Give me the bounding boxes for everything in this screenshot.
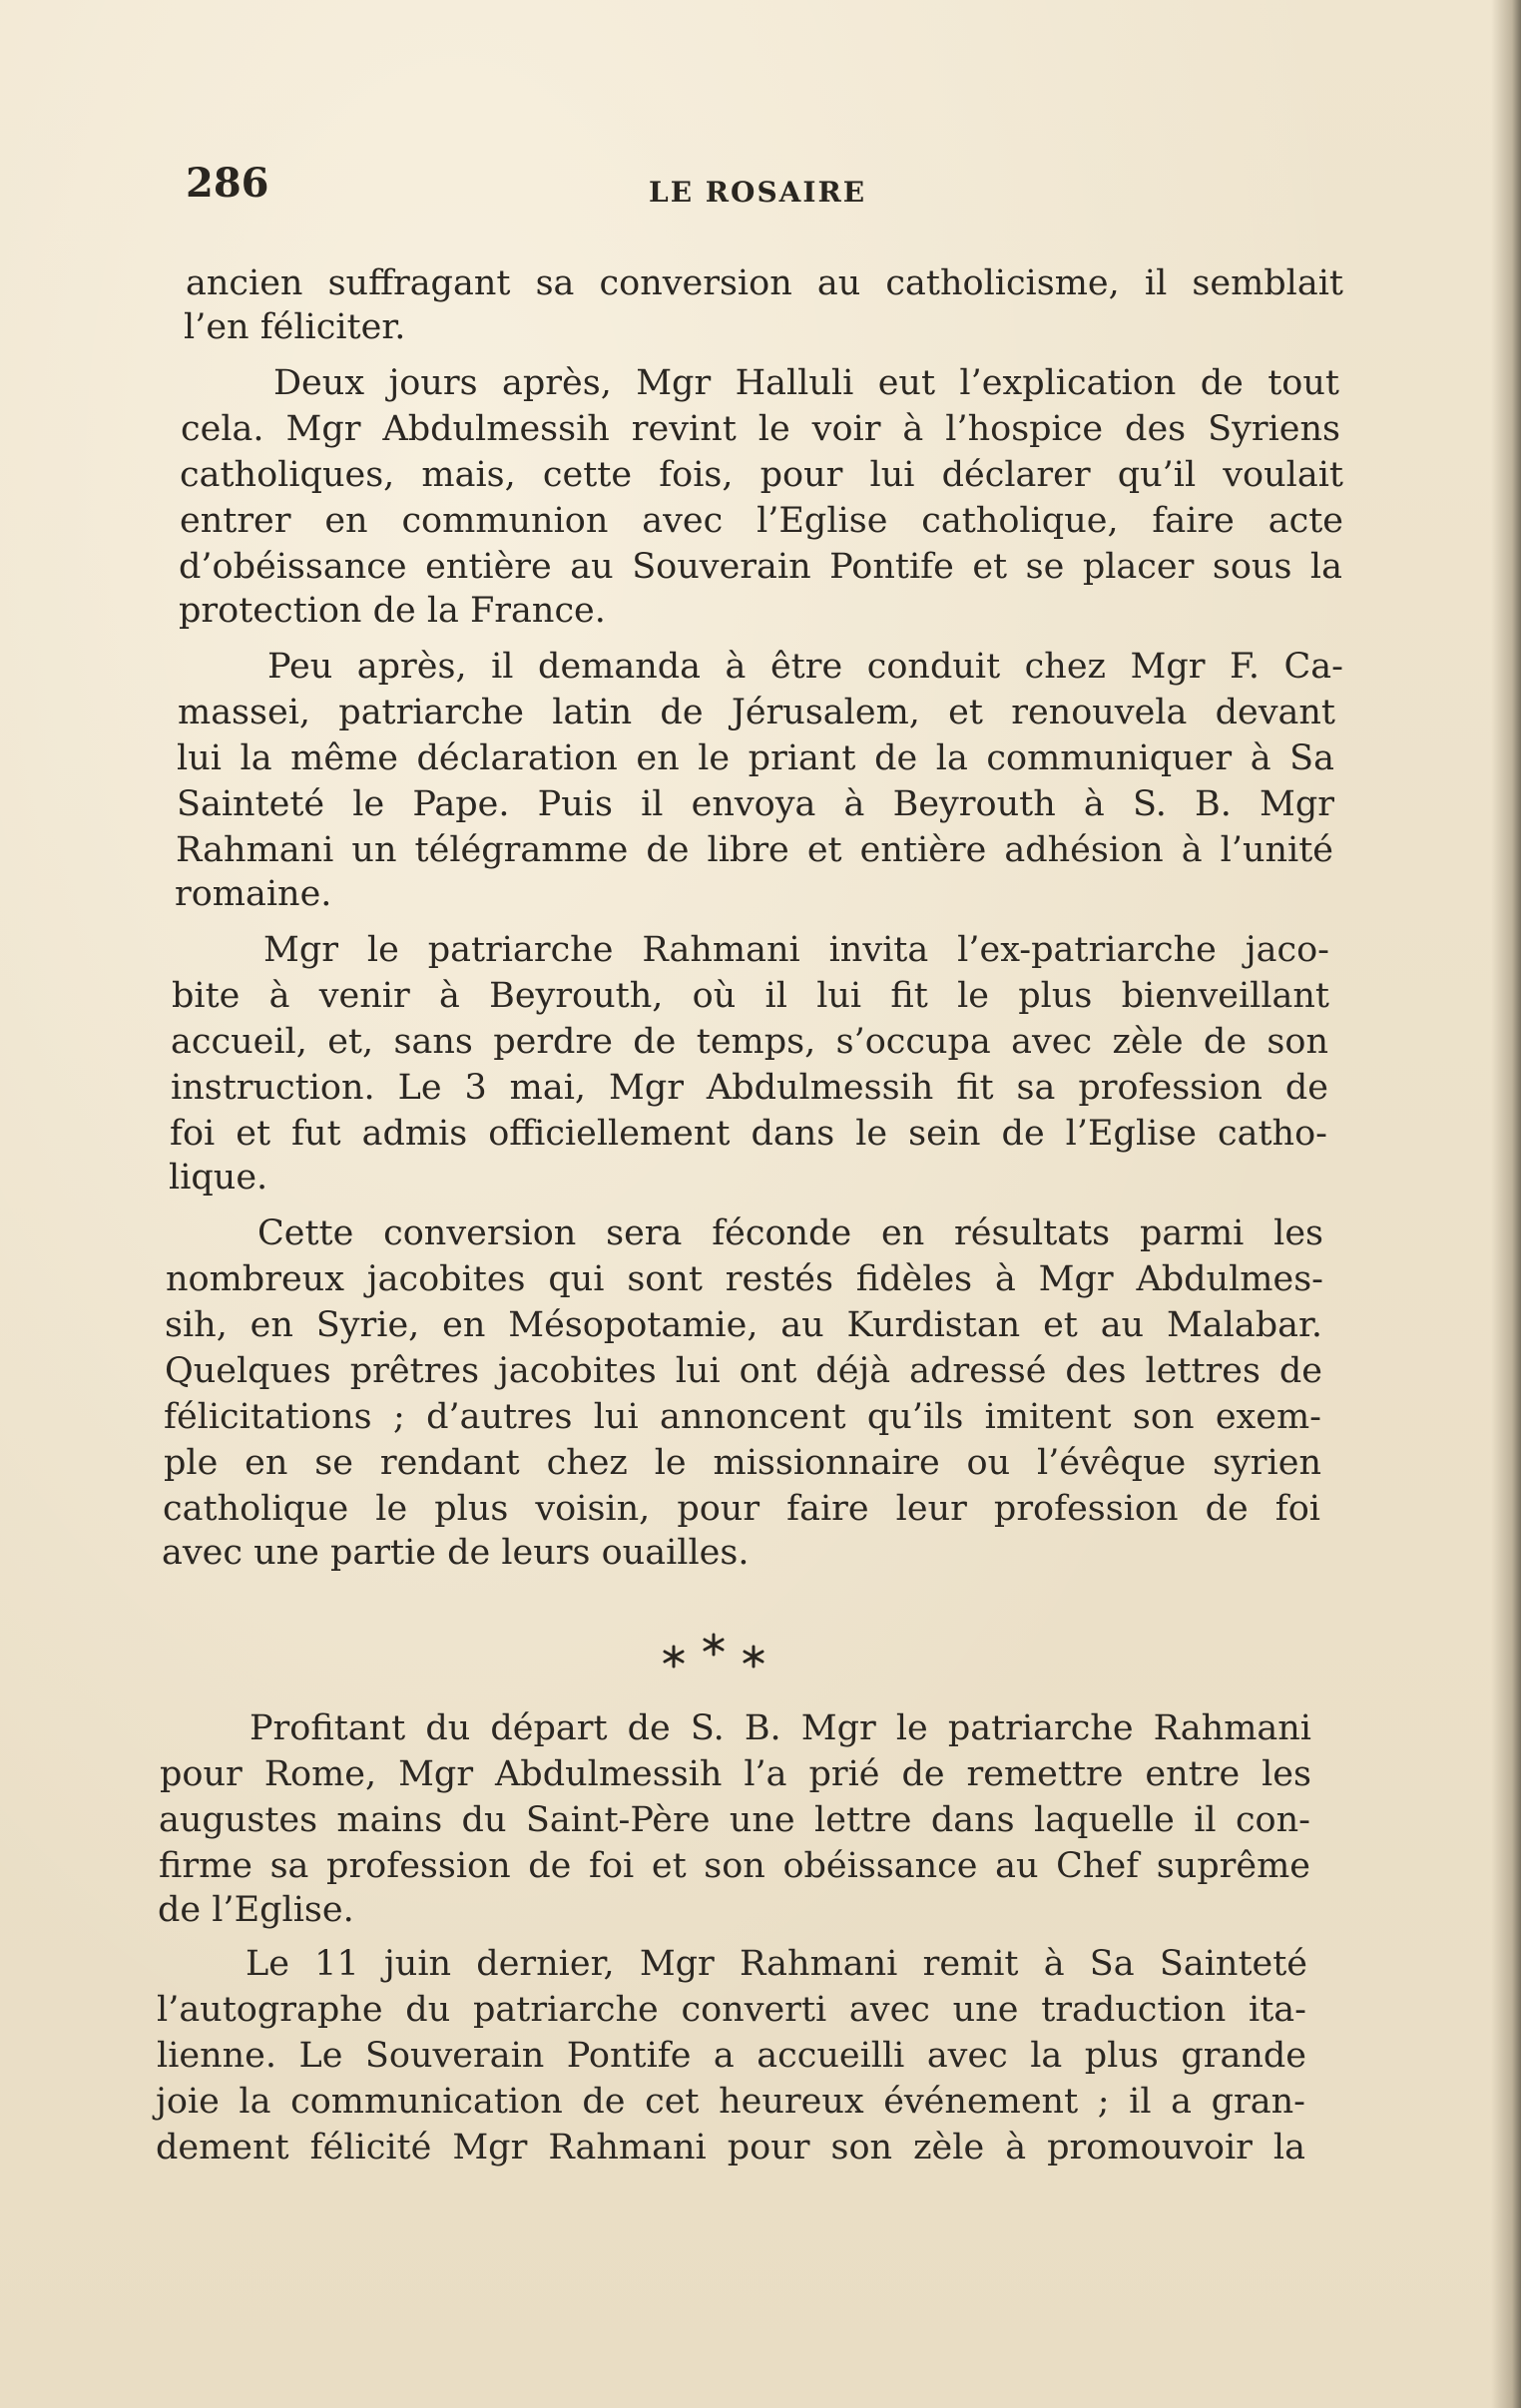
text-line: d’obéissance entière au Souverain Pontife et se placer sous la xyxy=(179,547,1342,587)
text-line: massei, patriarche latin de Jérusalem, et renouvela devant xyxy=(178,693,1335,732)
text-line: romaine. xyxy=(175,874,332,914)
text-line: bite à venir à Beyrouth, où il lui fit le plus bienveillant xyxy=(172,976,1329,1016)
text-line: sih, en Syrie, en Mésopotamie, au Kurdistan et au Malabar. xyxy=(165,1305,1322,1345)
text-line: Cette conversion sera féconde en résultats parmi les xyxy=(257,1213,1323,1253)
text-line: avec une partie de leurs ouailles. xyxy=(162,1533,750,1573)
text-line: instruction. Le 3 mai, Mgr Abdulmessih fit sa profession de xyxy=(171,1068,1328,1108)
text-line: cela. Mgr Abdulmessih revint le voir à l’hospice des Syriens xyxy=(181,409,1340,449)
text-line: protection de la France. xyxy=(179,591,606,631)
text-line: Sainteté le Pape. Puis il envoya à Beyrouth à S. B. Mgr xyxy=(177,784,1334,824)
page-number: 286 xyxy=(186,160,269,207)
text-line: joie la communication de cet heureux événement ; il a gran- xyxy=(156,2082,1305,2122)
asterisk-left-icon xyxy=(665,1647,683,1667)
text-line: dement félicité Mgr Rahmani pour son zèle à promouvoir la xyxy=(156,2128,1305,2167)
text-line: lique. xyxy=(169,1158,268,1198)
text-line: entrer en communion avec l’Eglise catholique, faire acte xyxy=(180,501,1343,541)
text-line: Quelques prêtres jacobites lui ont déjà adressé des lettres de xyxy=(165,1351,1322,1391)
text-line: catholique le plus voisin, pour faire leur profession de foi xyxy=(163,1489,1320,1529)
text-line: foi et fut admis officiellement dans le sein de l’Eglise catho- xyxy=(170,1114,1327,1154)
text-line: lui la même déclaration en le priant de la communiquer à Sa xyxy=(177,738,1334,778)
text-line: l’en féliciter. xyxy=(184,307,406,347)
text-line: nombreux jacobites qui sont restés fidèles à Mgr Abdulmes- xyxy=(166,1259,1323,1299)
text-line: accueil, et, sans perdre de temps, s’occupa avec zèle de son xyxy=(171,1022,1328,1062)
asterisk-right-icon xyxy=(745,1647,762,1667)
text-line: ple en se rendant chez le missionnaire ou l’évêque syrien xyxy=(164,1443,1321,1483)
text-line: l’autographe du patriarche converti avec une traduction ita- xyxy=(157,1990,1306,2030)
text-line: Rahmani un télégramme de libre et entière adhésion à l’unité xyxy=(176,830,1333,870)
text-line: félicitations ; d’autres lui annoncent qu’ils imitent son exem- xyxy=(164,1397,1321,1437)
asterism-divider xyxy=(654,1627,773,1677)
text-line: pour Rome, Mgr Abdulmessih l’a prié de remettre entre les xyxy=(160,1754,1311,1794)
text-line: augustes mains du Saint-Père une lettre dans laquelle il con- xyxy=(159,1800,1310,1840)
text-line: de l’Eglise. xyxy=(158,1890,354,1930)
running-title: LE ROSAIRE xyxy=(649,176,867,209)
text-line: lienne. Le Souverain Pontife a accueilli avec la plus grande xyxy=(157,2036,1306,2076)
text-line: firme sa profession de foi et son obéissance au Chef suprême xyxy=(159,1846,1310,1886)
text-line: Profitant du départ de S. B. Mgr le patriarche Rahmani xyxy=(250,1708,1311,1748)
text-line: catholiques, mais, cette fois, pour lui déclarer qu’il voulait xyxy=(180,455,1343,495)
asterisk-top-icon xyxy=(705,1635,723,1655)
text-line: ancien suffragant sa conversion au catholicisme, il semblait xyxy=(186,263,1343,303)
text-line: Le 11 juin dernier, Mgr Rahmani remit à Sa Sainteté xyxy=(246,1944,1307,1984)
text-line: Deux jours après, Mgr Halluli eut l’explication de tout xyxy=(273,363,1339,403)
text-line: Peu après, il demanda à être conduit chez Mgr F. Ca- xyxy=(267,647,1343,687)
text-line: Mgr le patriarche Rahmani invita l’ex-patriarche jaco- xyxy=(263,930,1329,970)
